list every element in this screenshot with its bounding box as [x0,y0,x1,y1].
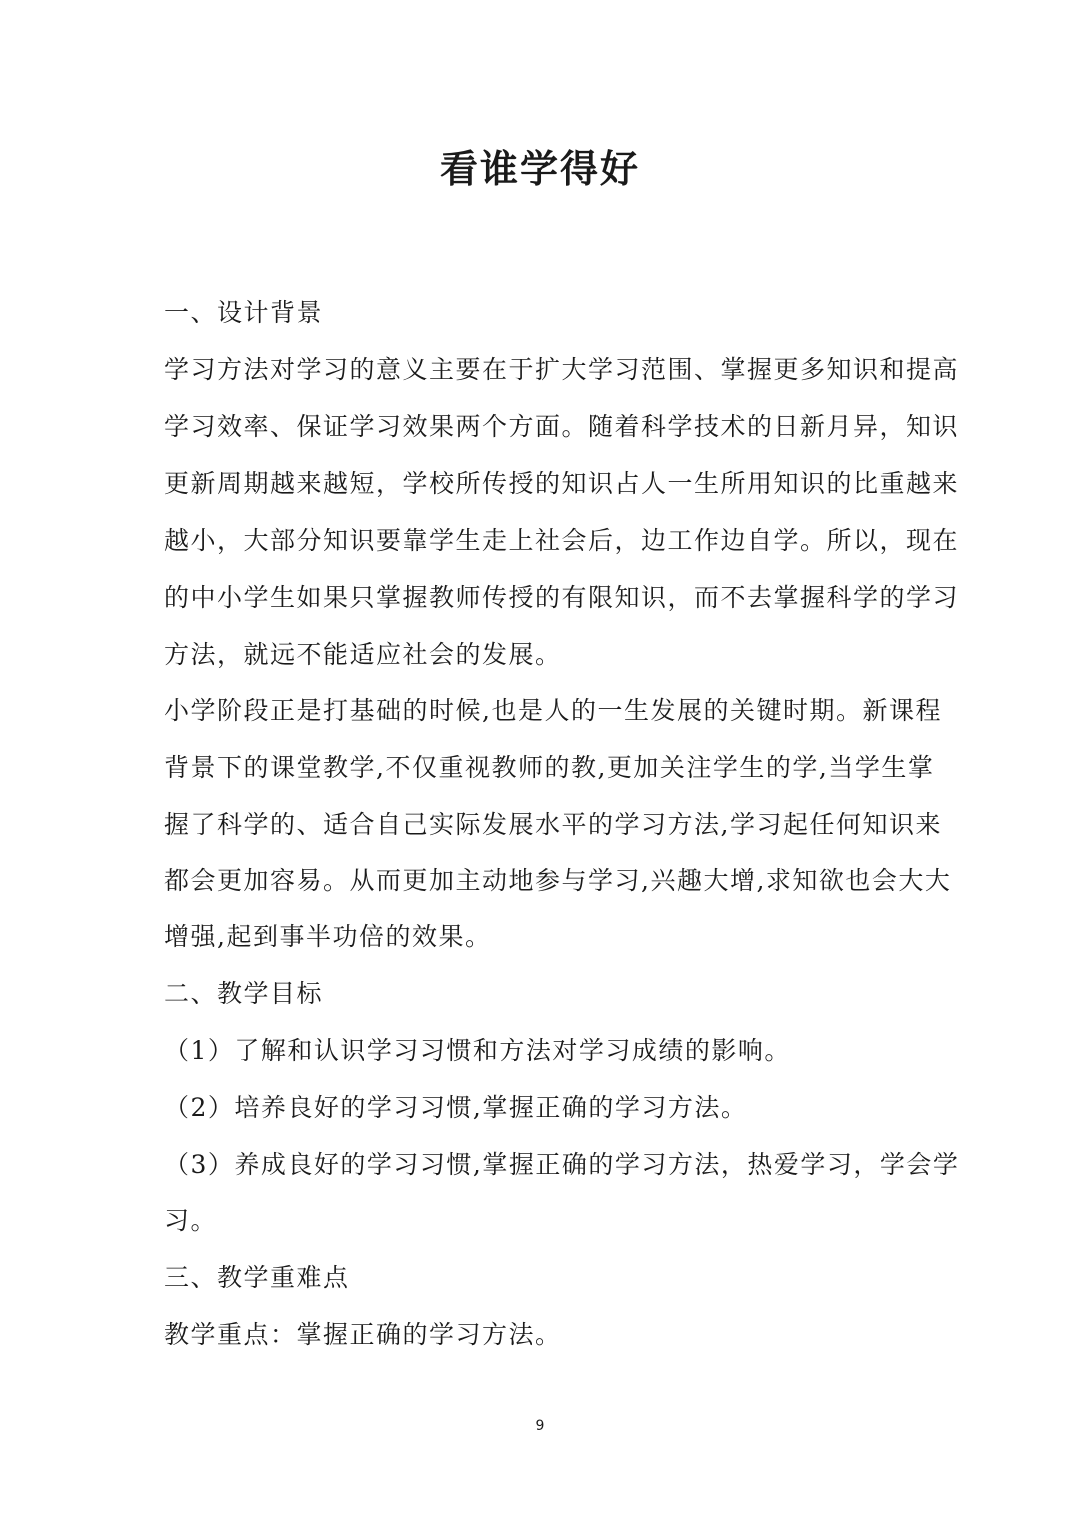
paragraph-line: 更新周期越来越短，学校所传授的知识占人一生所用知识的比重越来 [164,469,960,498]
paragraph-line: 的中小学生如果只掌握教师传授的有限知识，而不去掌握科学的学习 [164,583,960,612]
section-heading-key-difficulties: 三、教学重难点 [164,1263,350,1292]
paragraph-line: 越小，大部分知识要靠学生走上社会后，边工作边自学。所以，现在 [164,526,960,555]
objective-item-continuation: 习。 [164,1206,218,1235]
page-number: 9 [535,1418,545,1434]
objective-item: （3）养成良好的学习习惯,掌握正确的学习方法，热爱学习，学会学 [164,1150,960,1179]
paragraph-line: 增强,起到事半功倍的效果。 [164,922,492,951]
paragraph-line: 教学重点：掌握正确的学习方法。 [164,1320,562,1349]
section-heading-design-background: 一、设计背景 [164,298,324,327]
paragraph-line: 都会更加容易。从而更加主动地参与学习,兴趣大增,求知欲也会大大 [164,866,952,895]
paragraph-line: 背景下的课堂教学,不仅重视教师的教,更加关注学生的学,当学生掌 [164,753,935,782]
paragraph-line: 方法，就远不能适应社会的发展。 [164,640,562,669]
paragraph-line: 学习效率、保证学习效果两个方面。随着科学技术的日新月异，知识 [164,412,960,441]
paragraph-line: 握了科学的、适合自己实际发展水平的学习方法,学习起任何知识来 [164,810,942,839]
paragraph-line: 小学阶段正是打基础的时候,也是人的一生发展的关键时期。新课程 [164,696,942,725]
document-title: 看谁学得好 [439,147,640,191]
section-heading-teaching-objectives: 二、教学目标 [164,979,324,1008]
paragraph-line: 学习方法对学习的意义主要在于扩大学习范围、掌握更多知识和提高 [164,355,960,384]
objective-item: （1）了解和认识学习习惯和方法对学习成绩的影响。 [164,1036,791,1065]
objective-item: （2）培养良好的学习习惯,掌握正确的学习方法。 [164,1093,748,1122]
